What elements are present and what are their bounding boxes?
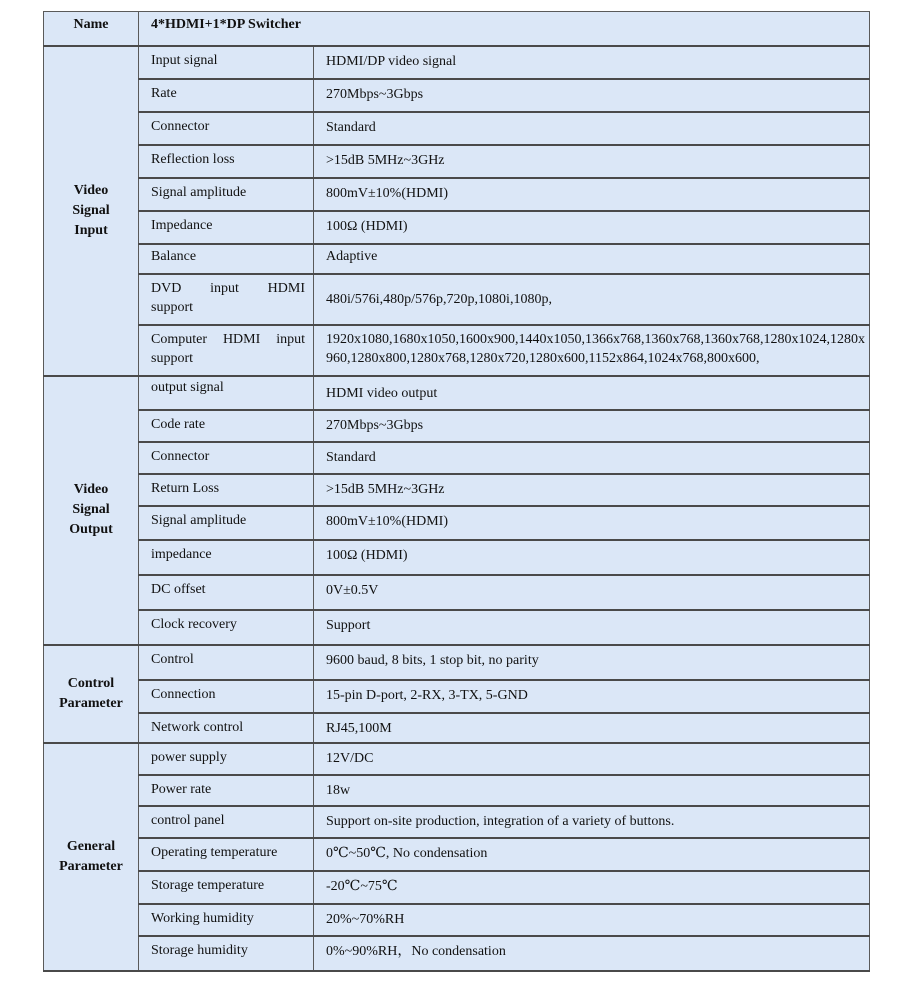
- param-cell: output signal: [139, 376, 314, 410]
- param-cell: Operating temperature: [139, 838, 314, 871]
- table-row: [44, 376, 870, 410]
- param-cell-computer: Computer HDMI input support: [139, 325, 314, 376]
- table-row: [44, 936, 870, 971]
- table-row: [44, 806, 870, 838]
- value-cell: 1920x1080,1680x1050,1600x900,1440x1050,1366x768,1360x768,1360x768,1280x1024,1280x960,1280x800,1280x768,1280x720,1280x600,1152x864,1024x768,800x600,: [314, 325, 870, 376]
- table-row: [44, 325, 870, 376]
- group-title-video-signal-input: Video Signal Input: [44, 46, 139, 376]
- header-row: [44, 12, 870, 46]
- value-cell: 20%~70%RH: [314, 904, 870, 936]
- value-cell: 0V±0.5V: [314, 575, 870, 610]
- table-row: [44, 474, 870, 506]
- param-cell: impedance: [139, 540, 314, 575]
- table-row: [44, 610, 870, 645]
- table-row: [44, 211, 870, 244]
- group-title-general-parameter: General Parameter: [44, 743, 139, 971]
- group-title-video-signal-output: Video Signal Output: [44, 376, 139, 645]
- table-row: [44, 680, 870, 713]
- value-cell: 480i/576i,480p/576p,720p,1080i,1080p,: [314, 274, 870, 325]
- value-cell: HDMI/DP video signal: [314, 46, 870, 79]
- value-cell: 800mV±10%(HDMI): [314, 506, 870, 540]
- value-cell: HDMI video output: [314, 376, 870, 410]
- param-cell: Impedance: [139, 211, 314, 244]
- group-title-control-parameter: Control Parameter: [44, 645, 139, 743]
- value-cell: >15dB 5MHz~3GHz: [314, 474, 870, 506]
- value-cell: 9600 baud, 8 bits, 1 stop bit, no parity: [314, 645, 870, 680]
- value-cell: Support: [314, 610, 870, 645]
- name-label: Name: [44, 12, 139, 46]
- value-cell: 270Mbps~3Gbps: [314, 79, 870, 112]
- table-row: [44, 575, 870, 610]
- param-cell: power supply: [139, 743, 314, 775]
- param-cell: Rate: [139, 79, 314, 112]
- table-row: [44, 743, 870, 775]
- value-cell: 18w: [314, 775, 870, 806]
- table-row: [44, 112, 870, 145]
- table-row: [44, 410, 870, 442]
- value-cell: Adaptive: [314, 244, 870, 274]
- table-row: [44, 244, 870, 274]
- value-cell: Standard: [314, 112, 870, 145]
- value-cell: 0℃~50℃, No condensation: [314, 838, 870, 871]
- table-row: [44, 904, 870, 936]
- table-row: [44, 871, 870, 904]
- param-cell: Connector: [139, 442, 314, 474]
- param-cell: Return Loss: [139, 474, 314, 506]
- value-cell: Support on-site production, integration of a variety of buttons.: [314, 806, 870, 838]
- table-row: [44, 145, 870, 178]
- param-cell: Working humidity: [139, 904, 314, 936]
- table-row: [44, 274, 870, 325]
- param-cell: Clock recovery: [139, 610, 314, 645]
- table-row: [44, 506, 870, 540]
- param-cell: Network control: [139, 713, 314, 743]
- param-cell: control panel: [139, 806, 314, 838]
- table-row: [44, 775, 870, 806]
- value-cell: >15dB 5MHz~3GHz: [314, 145, 870, 178]
- value-cell: 270Mbps~3Gbps: [314, 410, 870, 442]
- param-cell: Balance: [139, 244, 314, 274]
- param-cell: Control: [139, 645, 314, 680]
- param-cell: Input signal: [139, 46, 314, 79]
- value-cell: 100Ω (HDMI): [314, 540, 870, 575]
- param-cell: Power rate: [139, 775, 314, 806]
- table-row: [44, 79, 870, 112]
- param-cell: DC offset: [139, 575, 314, 610]
- param-cell-dvd: DVD input HDMI support: [139, 274, 314, 325]
- value-cell: RJ45,100M: [314, 713, 870, 743]
- spec-table: [43, 11, 870, 972]
- table-row: [44, 46, 870, 79]
- param-cell: Code rate: [139, 410, 314, 442]
- param-cell: Connection: [139, 680, 314, 713]
- param-cell: Storage temperature: [139, 871, 314, 904]
- value-cell: Standard: [314, 442, 870, 474]
- table-row: [44, 442, 870, 474]
- value-cell: 0%~90%RH，No condensation: [314, 936, 870, 971]
- param-cell: Storage humidity: [139, 936, 314, 971]
- param-cell: Connector: [139, 112, 314, 145]
- param-cell: Signal amplitude: [139, 506, 314, 540]
- table-row: [44, 713, 870, 743]
- table-row: [44, 178, 870, 211]
- value-cell: 800mV±10%(HDMI): [314, 178, 870, 211]
- value-cell: 12V/DC: [314, 743, 870, 775]
- table-row: [44, 645, 870, 680]
- param-cell: Signal amplitude: [139, 178, 314, 211]
- param-cell: Reflection loss: [139, 145, 314, 178]
- table-row: [44, 838, 870, 871]
- value-cell: -20℃~75℃: [314, 871, 870, 904]
- value-cell: 100Ω (HDMI): [314, 211, 870, 244]
- value-cell: 15-pin D-port, 2-RX, 3-TX, 5-GND: [314, 680, 870, 713]
- product-name: 4*HDMI+1*DP Switcher: [139, 12, 870, 46]
- table-row: [44, 540, 870, 575]
